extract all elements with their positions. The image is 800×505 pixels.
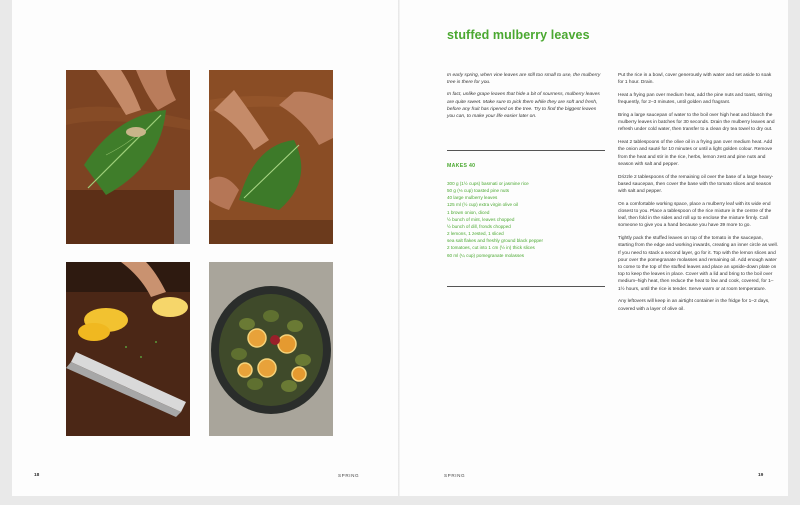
page-number-right: 19 <box>758 473 764 478</box>
left-page <box>12 0 400 496</box>
ingredient-item: sea salt flakes and freshly ground black pepper <box>447 238 544 244</box>
hands-folding-leaf-photo <box>209 70 333 244</box>
method-step: Bring a large saucepan of water to the boil over high heat and blanch the mulberry leaves in batches for 30 seconds. Drain the mulberry leaves and refresh under cold water, then transfer to a clean dry tea towel to dry out. <box>618 113 775 133</box>
ingredient-item: 300 g (1½ cups) basmati or jasmine rice <box>447 181 529 186</box>
right-page <box>400 0 788 496</box>
ingredient-list <box>447 180 605 259</box>
divider <box>447 286 605 287</box>
ingredient-item: 50 g (⅓ cup) toasted pine nuts <box>447 188 510 194</box>
yield-label: MAKES 40 <box>447 163 476 169</box>
book-spread <box>12 0 788 496</box>
method-step: Put the rice in a bowl, cover generously with water and set aside to soak for 1 hour. Drain. <box>618 73 772 86</box>
ingredient-item: 2 lemons, 1 zested, 1 sliced <box>447 231 504 237</box>
method-step: On a comfortable working space, place a mulberry leaf with its wide end closest to you. Place a tablespoon of the rice mixture in the centre of the leaf, then fold in the sides and roll up to enclose the mixture firmly. Call someone to give you a hand because you have 39 more to go. <box>618 201 772 229</box>
ingredient-item: 1 brown onion, diced <box>447 209 490 215</box>
ingredient-item: 2 tomatoes, cut into 1 cm (½ in) thick slices <box>447 245 535 251</box>
running-head-left: SPRING <box>338 473 360 478</box>
recipe-title: stuffed mulberry leaves <box>447 28 590 42</box>
knife-slicing-lemon-photo <box>66 262 190 436</box>
ingredient-item: ½ bunch of dill, fronds chopped <box>447 223 511 229</box>
method-step: Drizzle 2 tablespoons of the remaining oil over the base of a large heavy-based saucepan, then cover the base with the tomato slices and season with salt and pepper. <box>618 174 774 195</box>
method-steps <box>618 72 778 318</box>
ingredient-item: 125 ml (½ cup) extra virgin olive oil <box>447 202 518 208</box>
intro-paragraph: In early spring, when vine leaves are still too small to use, the mulberry tree is there for you. <box>447 73 601 86</box>
hands-rolling-leaf-photo <box>66 70 190 244</box>
page-number-left: 18 <box>34 473 40 478</box>
stuffed-leaves-pot-photo <box>209 262 333 436</box>
method-step: Heat a frying pan over medium heat, add the pine nuts and toast, stirring frequently, for 2–3 minutes, until golden and fragrant. <box>618 93 772 106</box>
ingredient-item: 40 large mulberry leaves <box>447 195 498 201</box>
ingredient-item: ½ bunch of mint, leaves chopped <box>447 216 515 222</box>
divider <box>447 150 605 151</box>
method-step: Any leftovers will keep in an airtight container in the fridge for 1–2 days, covered with a layer of olive oil. <box>618 299 770 312</box>
running-head-right: SPRING <box>444 473 466 478</box>
method-step: Tightly pack the stuffed leaves on top of the tomato in the saucepan, starting from the edge and working inwards, creating an inner circle as well. If you need to stack a second layer, go for it. Top with the lemon slices and pour over the pomegranate molasses and remaining oil. Add enough water to come to the top of the stuffed leaves and place an upside-down plate on top to keep the leaves in place. Cover with a lid and bring to the boil over medium–high heat, then reduce the heat to low and cook, covered, for 1–1½ hours, until the rice is tender. Serve warm or at room temperature. <box>618 236 778 292</box>
recipe-intro <box>447 72 605 125</box>
ingredient-item: 60 ml (¼ cup) pomegranate molasses <box>447 252 525 258</box>
method-step: Heat 2 tablespoons of the olive oil in a frying pan over medium heat. Add the onion and sauté for 10 minutes or until a light golden colour. Remove from the heat and stir in the rice, herbs, lemon zest and pine nuts and season with salt and pepper. <box>618 140 773 167</box>
intro-paragraph: In fact, unlike grape leaves that hide a bit of sourness, mulberry leaves are quite sweet. Make sure to pick them while they are soft and fresh, before any fruit has ripened on the tree. Try to find the biggest leaves you can, to make your life easier later on. <box>447 92 600 120</box>
